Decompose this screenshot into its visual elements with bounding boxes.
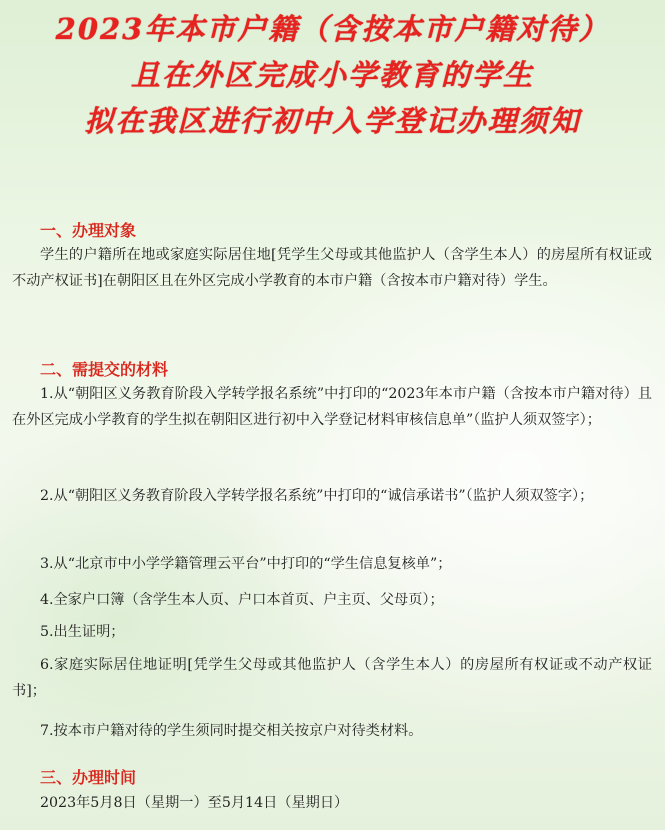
title-line-3: 拟在我区进行初中入学登记办理须知 <box>84 104 581 138</box>
material-item-2: 2.从“朝阳区义务教育阶段入学转学报名系统”中打印的“诚信承诺书”（监护人须双签字）； <box>40 488 594 504</box>
section-heading-applicants: 一、办理对象 <box>40 221 137 240</box>
section-heading-materials: 二、需提交的材料 <box>40 360 169 379</box>
applicants-paragraph: 学生的户籍所在地或家庭实际居住地[凭学生父母或其他监护人（含学生本人）的房屋所有权证或不动产权证书]在朝阳区且在外区完成小学教育的本市户籍（含按本市户籍对待）学生。 <box>12 247 652 289</box>
title-line-1: 2023年本市户籍（含按本市户籍对待） <box>55 12 610 46</box>
material-item-7: 7.按本市户籍对待的学生须同时提交相关按京户对待类材料。 <box>40 723 423 739</box>
section-heading-time: 三、办理时间 <box>40 768 137 787</box>
title-line-2: 且在外区完成小学教育的学生 <box>130 58 534 92</box>
material-item-1: 1.从“朝阳区义务教育阶段入学转学报名系统”中打印的“2023年本市户籍（含按本市户籍对待）且在外区完成小学教育的学生拟在朝阳区进行初中入学登记材料审核信息单”（监护人须双签字）； <box>12 386 652 428</box>
material-item-6: 6.家庭实际居住地证明[凭学生父母或其他监护人（含学生本人）的房屋所有权证或不动产权证书]； <box>12 657 652 699</box>
time-range-text: 2023年5月8日（星期一）至5月14日（星期日） <box>40 795 349 811</box>
material-item-3: 3.从“北京市中小学学籍管理云平台”中打印的“学生信息复核单”； <box>40 556 452 572</box>
material-item-5: 5.出生证明； <box>40 624 125 640</box>
material-item-4: 4.全家户口簿（含学生本人页、户口本首页、户主页、父母页）； <box>40 592 444 608</box>
notice-title <box>0 6 665 144</box>
